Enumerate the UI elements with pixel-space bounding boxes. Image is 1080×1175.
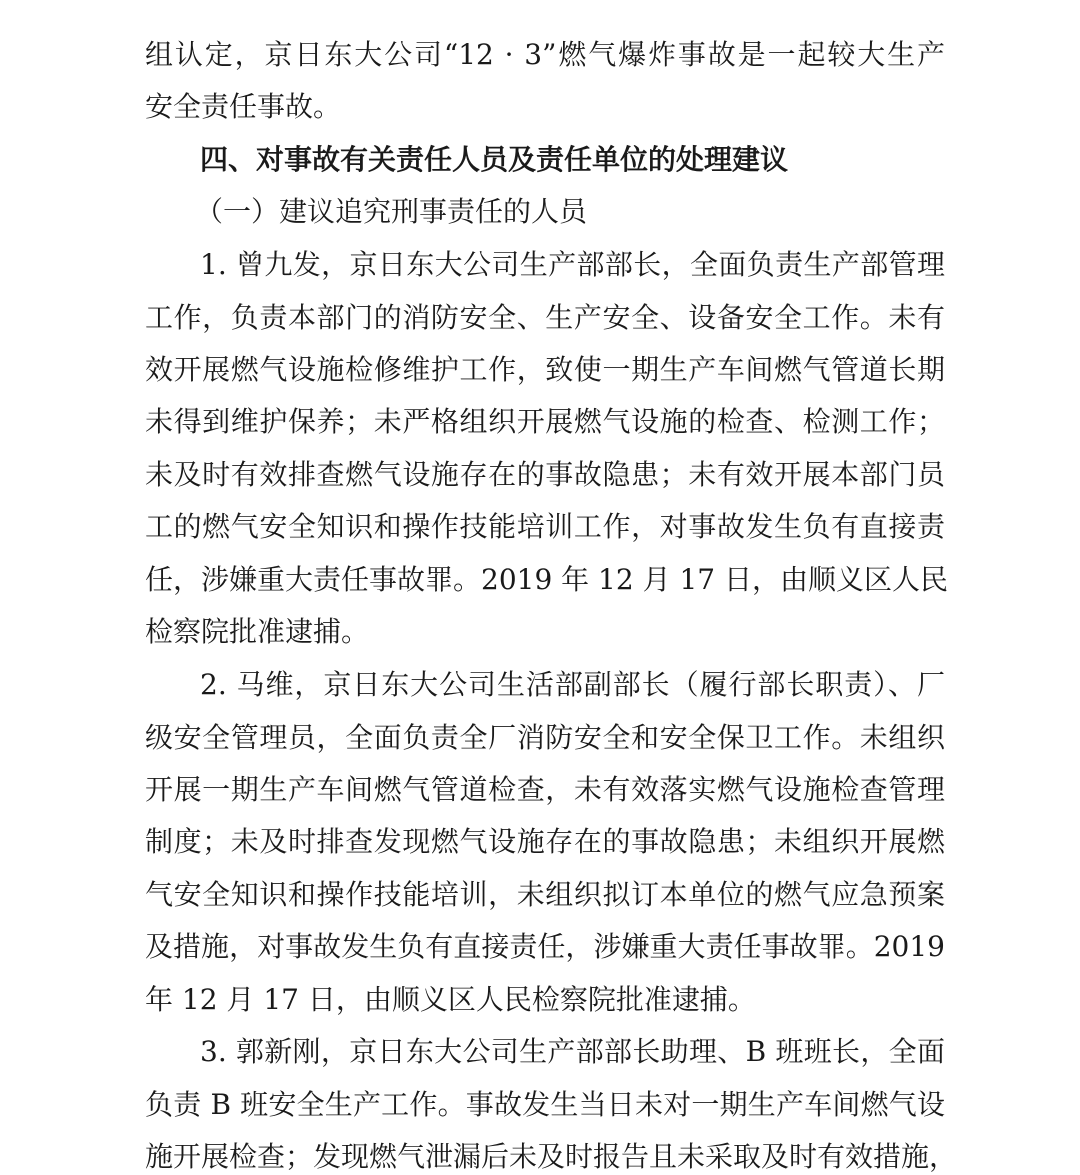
text-line: 开展一期生产车间燃气管道检查，未有效落实燃气设施检查管理	[145, 773, 945, 806]
text-line: 施开展检查；发现燃气泄漏后未及时报告且未采取及时有效措施，	[145, 1140, 958, 1173]
text-line: 气安全知识和操作技能培训，未组织拟订本单位的燃气应急预案	[145, 878, 945, 911]
text-line: 及措施，对事故发生负有直接责任，涉嫌重大责任事故罪。2019	[145, 930, 945, 963]
text-line: 未得到维护保养；未严格组织开展燃气设施的检查、检测工作；	[145, 405, 945, 438]
text-line: 组认定，京日东大公司“12 · 3”燃气爆炸事故是一起较大生产	[145, 38, 945, 71]
text-line: 安全责任事故。	[145, 90, 342, 123]
text-line: 1. 曾九发，京日东大公司生产部部长，全面负责生产部管理	[200, 248, 945, 281]
text-line: 工作，负责本部门的消防安全、生产安全、设备安全工作。未有	[145, 301, 945, 334]
text-line: 年 12 月 17 日，由顺义区人民检察院批准逮捕。	[145, 983, 756, 1016]
subsection-heading: （一）建议追究刑事责任的人员	[195, 195, 588, 228]
text-line: 负责 B 班安全生产工作。事故发生当日未对一期生产车间燃气设	[145, 1088, 945, 1121]
text-line: 3. 郭新刚，京日东大公司生产部部长助理、B 班班长，全面	[200, 1035, 945, 1068]
text-line: 检察院批准逮捕。	[145, 615, 370, 648]
text-line: 工的燃气安全知识和操作技能培训工作，对事故发生负有直接责	[145, 510, 945, 543]
text-line: 任，涉嫌重大责任事故罪。2019 年 12 月 17 日，由顺义区人民	[145, 563, 949, 596]
text-line: 未及时有效排查燃气设施存在的事故隐患；未有效开展本部门员	[145, 458, 945, 491]
section-heading: 四、对事故有关责任人员及责任单位的处理建议	[200, 143, 789, 176]
text-line: 2. 马维，京日东大公司生活部副部长（履行部长职责）、厂	[200, 668, 945, 701]
text-line: 效开展燃气设施检修维护工作，致使一期生产车间燃气管道长期	[145, 353, 945, 386]
text-line: 制度；未及时排查发现燃气设施存在的事故隐患；未组织开展燃	[145, 825, 945, 858]
text-line: 级安全管理员，全面负责全厂消防安全和安全保卫工作。未组织	[145, 721, 945, 754]
